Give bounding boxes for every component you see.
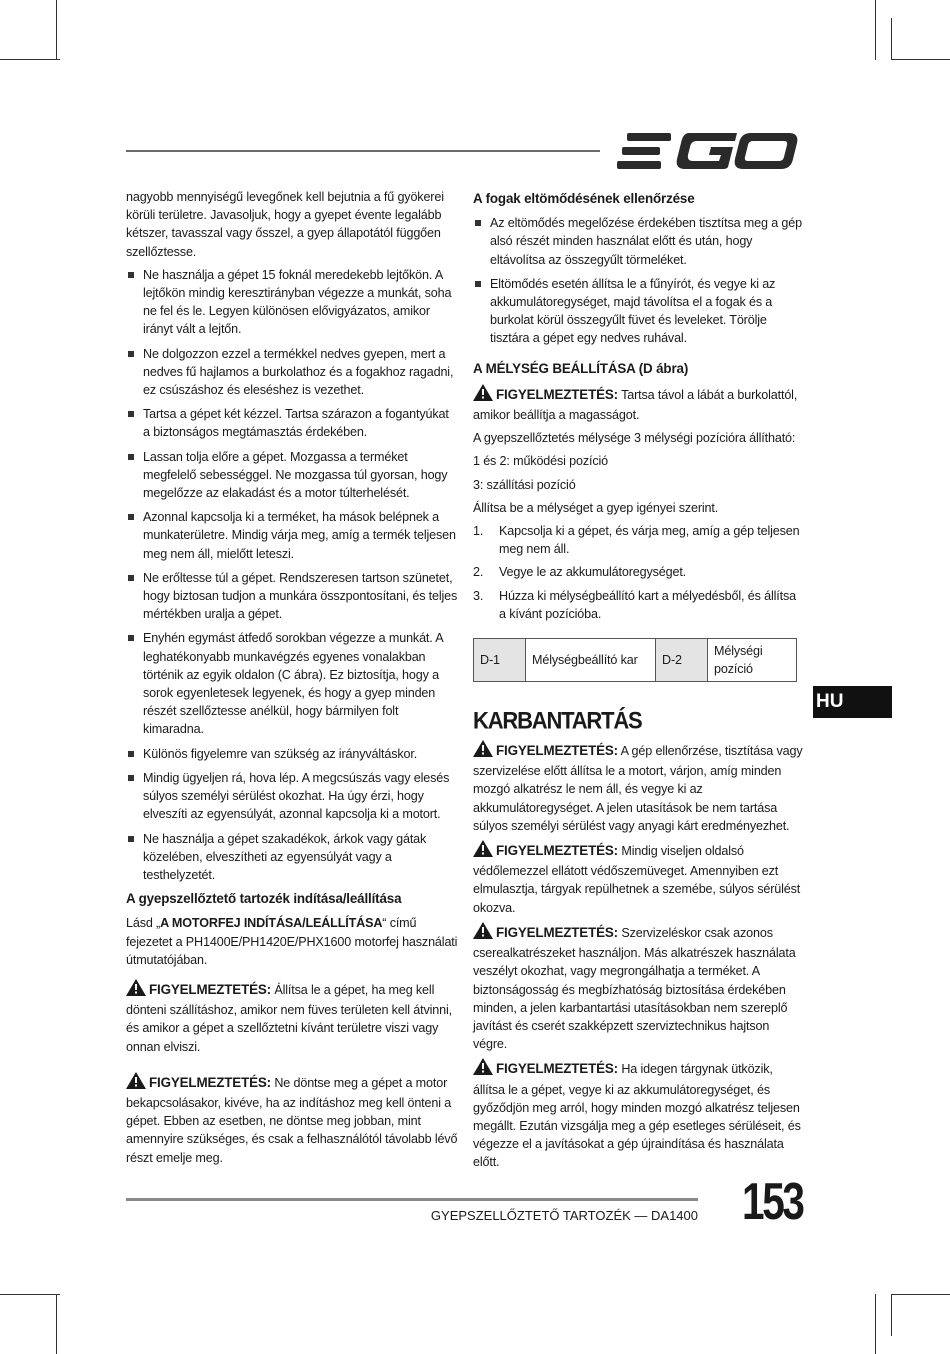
warning-block	[126, 1072, 458, 1167]
table-row	[474, 639, 797, 682]
warning-label: FIGYELMEZTETÉS:	[496, 743, 618, 759]
table-cell-code: D-1	[474, 639, 526, 682]
start-stop-pre: Lásd „	[126, 916, 161, 931]
warning-block	[126, 979, 458, 1056]
step-number: 3.	[473, 588, 484, 603]
warning-text: A gép ellenőrzése, tisztítása vagy szervizelése előtt állítsa le a motort, várjon, amíg minden mozgó alkatrész le nem áll, és vegye ki az akkumulátoregységet. A jelen utasítások be nem tartása súlyos személyi sérülést vagy anyagi kárt eredményezhet.	[473, 744, 803, 833]
warning-icon	[473, 740, 493, 762]
safety-bullet-list	[126, 266, 458, 884]
table-cell-label: Mélységbeállító kar	[526, 639, 656, 682]
clog-heading: A fogak eltömődésének ellenőrzése	[473, 191, 695, 206]
crop-mark	[56, 1294, 57, 1354]
warning-label: FIGYELMEZTETÉS:	[496, 843, 618, 859]
depth-line: Állítsa be a mélységet a gyep igényei szerint.	[473, 500, 719, 515]
crop-mark	[891, 1294, 950, 1295]
maintenance-title: KARBANTARTÁS	[473, 707, 642, 735]
clog-bullet-list	[473, 214, 805, 347]
step-text: Húzza ki mélységbeállító kart a mélyedésből, és állítsa a kívánt pozícióba.	[499, 588, 796, 621]
crop-mark	[875, 1294, 876, 1354]
warning-label: FIGYELMEZTETÉS:	[149, 981, 271, 997]
warning-icon	[126, 979, 146, 1001]
table-cell-label: Mélységi pozíció	[708, 639, 797, 682]
crop-mark	[891, 59, 950, 60]
warning-icon	[473, 922, 493, 944]
start-stop-heading: A gyepszellőztető tartozék indítása/leállítása	[126, 891, 402, 907]
left-column	[126, 188, 458, 1172]
warning-text: Állítsa le a gépet, ha meg kell dönteni szállításhoz, amikor nem füves területen kell átvinni, és amikor a gépet a szellőztetni kívánt területre viszi vagy onnan elviszi.	[126, 982, 453, 1054]
crop-mark	[891, 18, 892, 60]
crop-mark	[56, 0, 57, 60]
ego-logo	[617, 131, 799, 176]
warning-label: FIGYELMEZTETÉS:	[496, 1061, 618, 1077]
crop-mark	[0, 59, 60, 60]
list-item: Ne használja a gépet szakadékok, árkok vagy gátak közelében, elveszítheti az egyensúlyát vagy a testhelyzetét.	[126, 830, 458, 885]
crop-mark	[875, 0, 876, 60]
intro-paragraph: nagyobb mennyiségű levegőnek kell bejutnia a fű gyökerei körüli területre. Javasoljuk, hogy a gyepet évente legalább kétszer, tavasszal vagy ősszel, a gyep állapotától függően szellőztesse.	[126, 190, 444, 259]
start-stop-post: “ című fejezetet a PH1400E/PH1420E/PHX1600 motorfej használati útmutatójában.	[126, 916, 458, 967]
depth-line: 1 és 2: működési pozíció	[473, 454, 609, 469]
list-item: Tartsa a gépet két kézzel. Tartsa szárazon a fogantyúkat a biztonságos megtámasztás érdekében.	[126, 405, 458, 441]
list-item	[473, 587, 805, 623]
crop-mark	[891, 1294, 892, 1336]
step-text: Vegye le az akkumulátoregységet.	[499, 565, 687, 580]
list-item: Ne használja a gépet 15 foknál meredekebb lejtőkön. A lejtőkön mindig keresztirányban végezze a munkát, soha ne fel és le. Legyen különösen elővigyázatos, amikor irányt vált a lejtőn.	[126, 266, 458, 339]
table-cell-code: D-2	[656, 639, 708, 682]
start-stop-paragraph	[126, 914, 458, 969]
list-item: Ne dolgozzon ezzel a termékkel nedves gyepen, mert a nedves fű hajlamos a burkolathoz és a fogakhoz ragadni, ez csúszáshoz és eleséshez is vezethet.	[126, 345, 458, 400]
warning-block	[473, 840, 805, 917]
parts-table	[473, 638, 797, 682]
list-item	[473, 563, 805, 581]
list-item: Az eltömődés megelőzése érdekében tisztítsa meg a gép alsó részét minden használat előtt és után, hogy eltávolítsa az összegyűlt törmeléket.	[473, 214, 805, 269]
list-item: Eltömődés esetén állítsa le a fűnyírót, és vegye ki az akkumulátoregységet, majd távolítsa el a fogak és a burkolat körül összegyűlt füvet és leveleket. Törölje tisztára a gépet egy nedves ruhával.	[473, 275, 805, 348]
list-item	[473, 522, 805, 558]
warning-block	[473, 740, 805, 835]
crop-mark	[0, 1294, 60, 1295]
warning-text: Ha idegen tárgynak ütközik, állítsa le a gépet, vegye ki az akkumulátoregységet, és győződjön meg arról, hogy minden mozgó alkatrész teljesen megállt. Ezután vizsgálja meg a gép esetleges sérüléseit, és végezze el a javításokat a gép újraindítása és használata előtt.	[473, 1062, 801, 1170]
warning-icon	[473, 840, 493, 862]
warning-label: FIGYELMEZTETÉS:	[149, 1074, 271, 1090]
warning-text: Szervizeléskor csak azonos cserealkatrészeket használjon. Más alkatrészek használata veszélyt okozhat, vagy megrongálhatja a terméket. A biztonságosság és megbízhatóság biztosítása érdekében minden, a jelen karbantartási utasításokban nem szereplő javítást és cserét szakképzett szerviztechnikus hajtson végre.	[473, 925, 796, 1052]
warning-label: FIGYELMEZTETÉS:	[496, 386, 618, 402]
warning-block	[473, 384, 805, 424]
warning-icon	[473, 1058, 493, 1080]
depth-line: A gyepszellőztetés mélysége 3 mélységi pozícióra állítható:	[473, 431, 796, 446]
footer-title: GYEPSZELLŐZTETŐ TARTOZÉK — DA1400	[430, 1208, 698, 1223]
warning-label: FIGYELMEZTETÉS:	[496, 924, 618, 940]
warning-text: Tartsa távol a lábát a burkolattól, amikor beállítja a magasságot.	[473, 387, 798, 423]
depth-steps	[473, 522, 805, 623]
step-text: Kapcsolja ki a gépet, és várja meg, amíg a gép teljesen meg nem áll.	[499, 524, 800, 557]
footer-rule	[126, 1198, 698, 1201]
language-tab: HU	[813, 686, 892, 718]
list-item: Azonnal kapcsolja ki a terméket, ha mások belépnek a munkaterületre. Mindig várja meg, amíg a termék teljesen meg nem áll, mielőtt leteszi.	[126, 508, 458, 563]
warning-block	[473, 922, 805, 1053]
start-stop-reference: A MOTORFEJ INDÍTÁSA/LEÁLLÍTÁSA	[160, 916, 383, 931]
list-item: Enyhén egymást átfedő sorokban végezze a munkát. A leghatékonyabb munkavégzés egyenes vonalakban történik az egyik oldalon (C ábra). Ez biztosítja, hogy a sorok egyenletesek legyenek, és hogy a gyep minden részét szellőztesse anélkül, hogy bármilyen folt kimaradna.	[126, 629, 458, 738]
header-rule	[126, 150, 600, 152]
page-number: 153	[742, 1173, 803, 1231]
list-item: Mindig ügyeljen rá, hova lép. A megcsúszás vagy elesés súlyos személyi sérülést okozhat. Ha úgy érzi, hogy elveszíti az egyensúlyát, azonnal kapcsolja ki a motort.	[126, 769, 458, 824]
list-item: Ne erőltesse túl a gépet. Rendszeresen tartson szünetet, hogy biztosan tudjon a munkára összpontosítani, és teljes mértékben uralja a gépet.	[126, 569, 458, 624]
warning-text: Mindig viseljen oldalsó védőlemezzel ellátott védőszemüveget. Amennyiben ezt elmulasztja, tárgyak repülhetnek a szemébe, súlyos sérülést okozva.	[473, 844, 801, 915]
step-number: 1.	[473, 524, 484, 539]
warning-icon	[126, 1072, 146, 1094]
right-column	[473, 188, 805, 1177]
list-item: Különös figyelemre van szükség az irányváltáskor.	[126, 745, 458, 763]
depth-heading: A MÉLYSÉG BEÁLLÍTÁSA (D ábra)	[473, 360, 689, 376]
depth-line: 3: szállítási pozíció	[473, 477, 576, 492]
warning-icon	[473, 384, 493, 406]
list-item: Lassan tolja előre a gépet. Mozgassa a terméket megfelelő sebességgel. Ne mozgassa túl gyorsan, hogy megelőzze az elakadást és a motor túlterhelését.	[126, 448, 458, 503]
step-number: 2.	[473, 565, 484, 580]
warning-block	[473, 1058, 805, 1171]
warning-text: Ne döntse meg a gépet a motor bekapcsolásakor, kivéve, ha az indításhoz meg kell önteni a gépet. Ebben az esetben, ne döntse meg jobban, mint amennyire szükséges, és csak a felhasználótól távolabb lévő részt emelje meg.	[126, 1075, 458, 1165]
